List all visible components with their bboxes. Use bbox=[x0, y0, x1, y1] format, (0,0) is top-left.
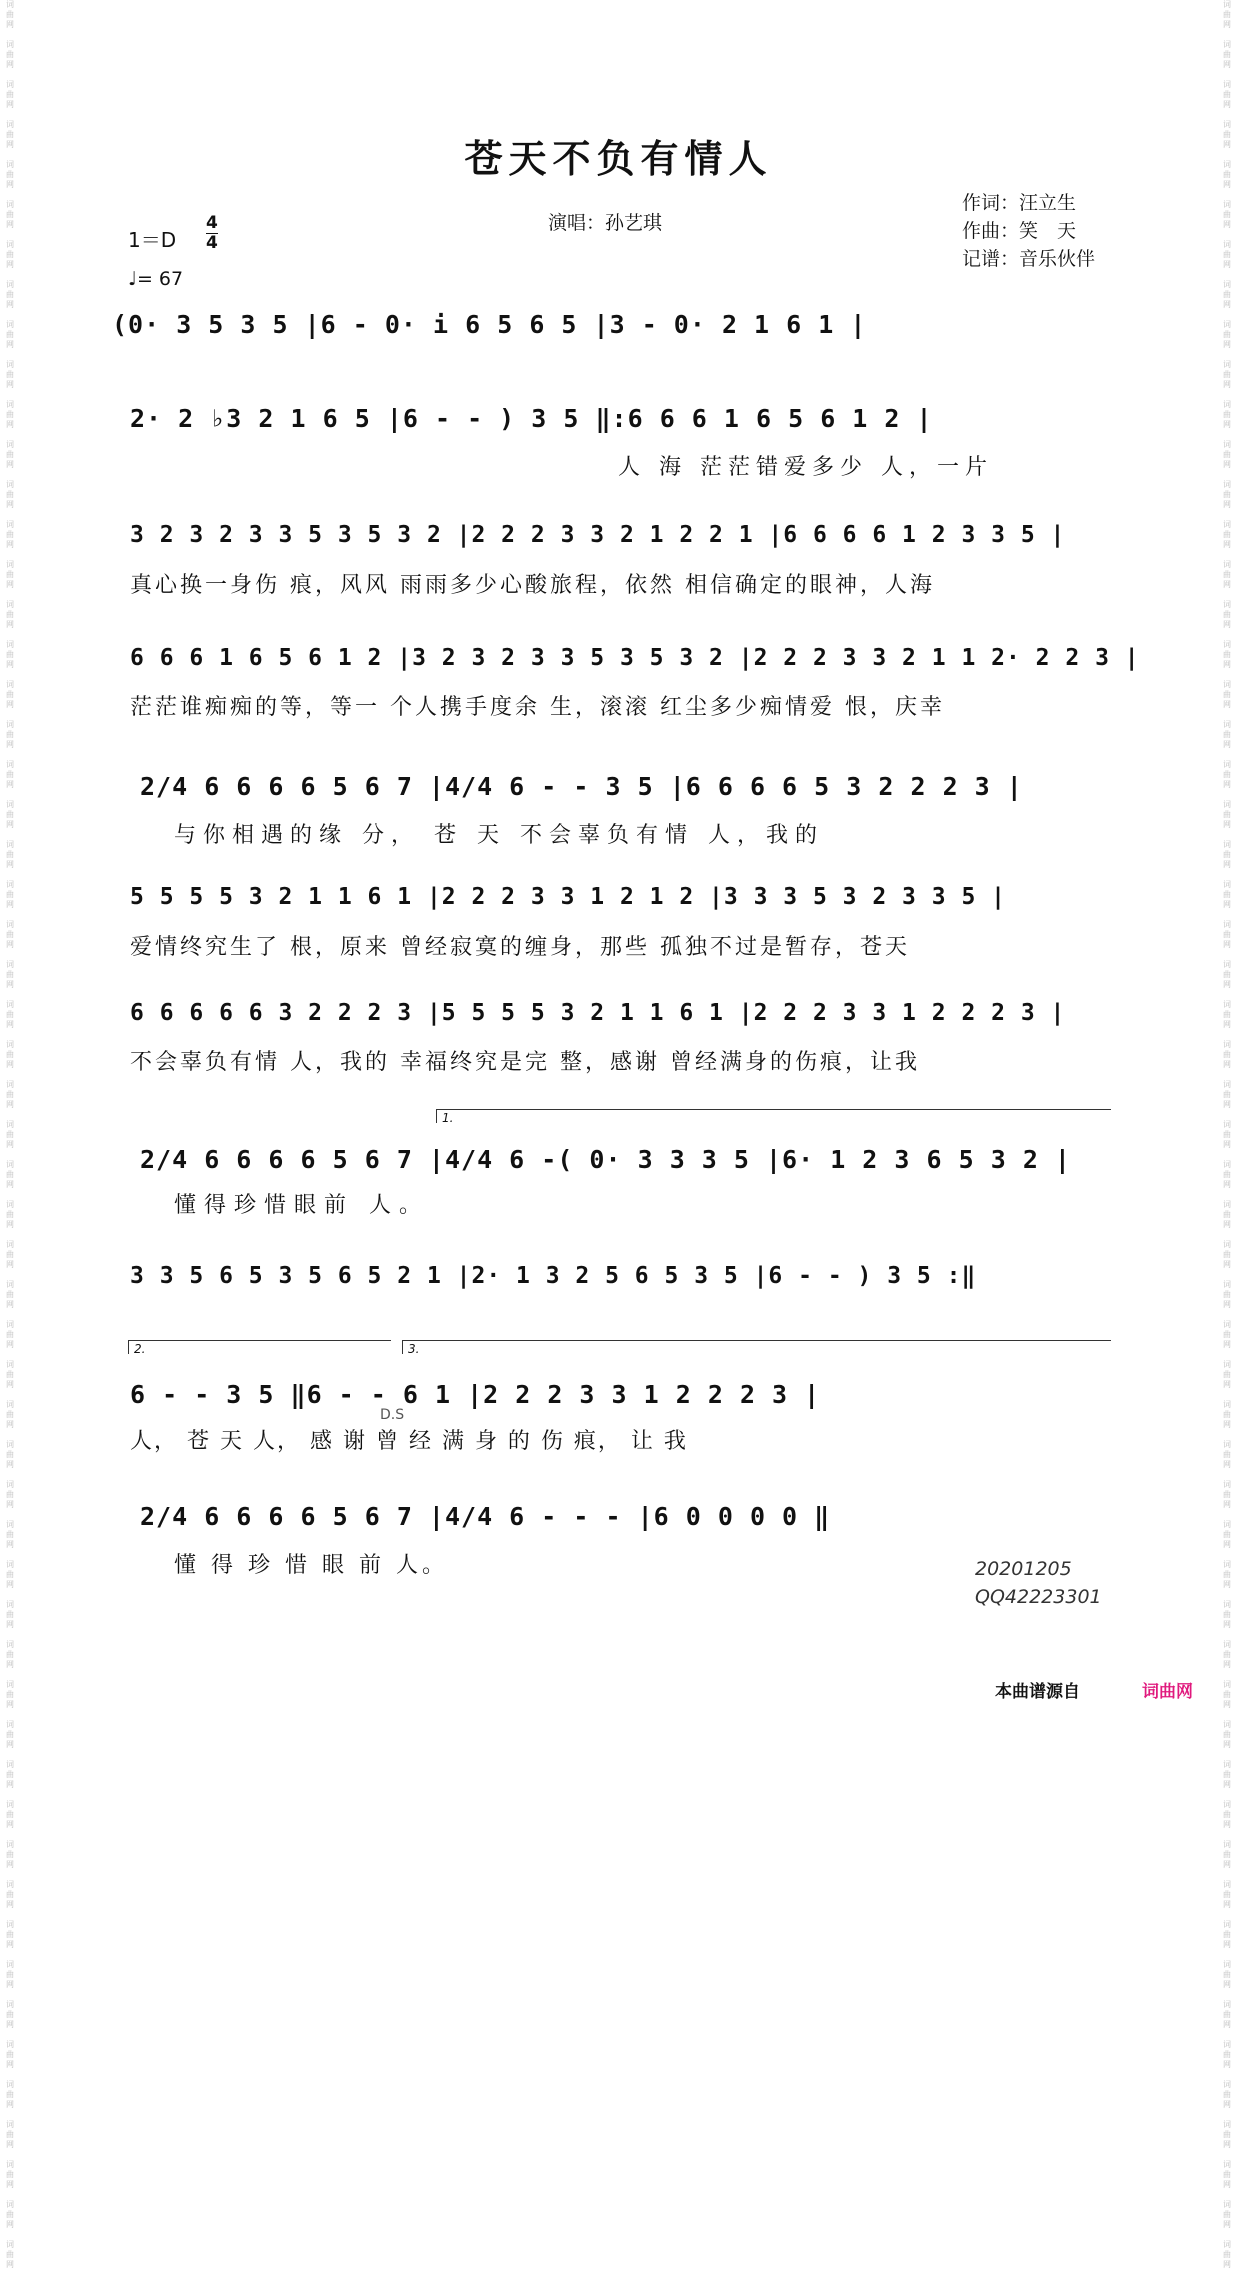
system-6-lyrics: 爱情终究生了 根，原来 曾经寂寞的缠身，那些 孤独不过是暂存，苍天 bbox=[130, 935, 910, 960]
system-5-notes: 2/4 6 6 6 6 5 6 7 |4/4 6 - - 3 5 |6 6 6 6 5 3 2 2 2 3 | bbox=[140, 772, 1023, 801]
volta-3-label: 3. bbox=[408, 1342, 420, 1356]
watermark-strip-right: 词 曲 网 词 曲 网 词 曲 网 词 曲 网 词 曲 网 词 曲 网 词 曲 网 词 曲 网 词 曲 网 词 曲 网 词 曲 网 词 曲 网 词 曲 网 词 曲 网 词 曲 网 词 曲 网 词 曲 网 词 曲 网 词 曲 网 词 曲 网 词 曲 网 词 曲 网 词 曲 网 词 曲 网 词 曲 网 词 曲 网 词 曲 网 词 曲 网 词 曲 网 词 曲 网 词 曲 网 词 曲 网 词 曲 网 词 曲 网 词 曲 网 词 曲 网 词 曲 网 词 曲 网 词 曲 网 词 曲 网 词 曲 网 词 曲 网 词 曲 网 词 曲 网 词 曲 网 词 曲 网 词 曲 网 词 曲 网 词 曲 网 词 曲 网 词 曲 网 词 曲 网 词 曲 网 词 曲 网 词 曲 网 词 曲 网 词 曲 网 bbox=[1223, 0, 1231, 2269]
system-8-lyrics: 懂得珍惜眼前 人。 bbox=[174, 1193, 429, 1218]
lyricist-credit: 作词：汪立生 bbox=[962, 192, 1077, 214]
transcription-date: 20201205 bbox=[975, 1558, 1072, 1580]
ds-marking: D.S bbox=[380, 1407, 405, 1423]
system-10-lyrics: 人， 苍 天 人， 感 谢 曾 经 满 身 的 伤 痕， 让 我 bbox=[130, 1429, 688, 1454]
brand-logo[interactable]: 词曲网 bbox=[1142, 1682, 1193, 1702]
transcriber-qq: QQ42223301 bbox=[975, 1586, 1102, 1608]
system-9-notes: 3 3 5 6 5 3 5 6 5 2 1 |2· 1 3 2 5 6 5 3 5 |6 - - ) 3 5 :‖ bbox=[130, 1263, 977, 1289]
system-10-notes: 6 - - 3 5 ‖6 - - 6 1 |2 2 2 3 3 1 2 2 2 3 | bbox=[130, 1380, 821, 1409]
volta-2-label: 2. bbox=[134, 1342, 146, 1356]
time-signature: 4 4 bbox=[206, 213, 218, 253]
system-2-lyrics: 人 海 茫茫错爱多少 人，一片 bbox=[618, 455, 993, 480]
system-3-lyrics: 真心换一身伤 痕，风风 雨雨多少心酸旅程，依然 相信确定的眼神，人海 bbox=[130, 573, 935, 598]
volta-3-edge bbox=[402, 1340, 403, 1354]
system-7-lyrics: 不会辜负有情 人，我的 幸福终究是完 整，感谢 曾经满身的伤痕，让我 bbox=[130, 1050, 920, 1075]
song-title: 苍天不负有情人 bbox=[464, 136, 773, 181]
tempo-marking: ♩= 67 bbox=[128, 268, 184, 290]
system-2-notes: 2· 2 ♭3 2 1 6 5 |6 - - ) 3 5 ‖:6 6 6 1 6 5 6 1 2 | bbox=[130, 404, 933, 433]
singer-credit: 演唱：孙艺琪 bbox=[548, 212, 663, 234]
system-4-notes: 6 6 6 1 6 5 6 1 2 |3 2 3 2 3 3 5 3 5 3 2 |2 2 2 3 3 2 1 1 2· 2 2 3 | bbox=[130, 645, 1140, 671]
system-11-lyrics: 懂 得 珍 惜 眼 前 人。 bbox=[174, 1553, 448, 1578]
system-7-notes: 6 6 6 6 6 3 2 2 2 3 |5 5 5 5 3 2 1 1 6 1 |2 2 2 3 3 1 2 2 2 3 | bbox=[130, 1000, 1066, 1026]
system-11-notes: 2/4 6 6 6 6 5 6 7 |4/4 6 - - - |6 0 0 0 0 ‖ bbox=[140, 1502, 831, 1531]
volta-3-bracket bbox=[402, 1340, 1111, 1341]
system-3-notes: 3 2 3 2 3 3 5 3 5 3 2 |2 2 2 3 3 2 1 2 2 1 |6 6 6 6 1 2 3 3 5 | bbox=[130, 522, 1066, 548]
transcriber-credit: 记谱：音乐伙伴 bbox=[962, 248, 1096, 270]
system-8-notes: 2/4 6 6 6 6 5 6 7 |4/4 6 -( 0· 3 3 3 5 |6· 1 2 3 6 5 3 2 | bbox=[140, 1145, 1071, 1174]
volta-1-edge bbox=[436, 1109, 437, 1123]
source-label: 本曲谱源自 bbox=[995, 1682, 1080, 1702]
system-4-lyrics: 茫茫谁痴痴的等，等一 个人携手度余 生，滚滚 红尘多少痴情爱 恨，庆幸 bbox=[130, 695, 945, 720]
composer-credit: 作曲：笑 天 bbox=[962, 220, 1077, 242]
watermark-strip-left: 词 曲 网 词 曲 网 词 曲 网 词 曲 网 词 曲 网 词 曲 网 词 曲 网 词 曲 网 词 曲 网 词 曲 网 词 曲 网 词 曲 网 词 曲 网 词 曲 网 词 曲 网 词 曲 网 词 曲 网 词 曲 网 词 曲 网 词 曲 网 词 曲 网 词 曲 网 词 曲 网 词 曲 网 词 曲 网 词 曲 网 词 曲 网 词 曲 网 词 曲 网 词 曲 网 词 曲 网 词 曲 网 词 曲 网 词 曲 网 词 曲 网 词 曲 网 词 曲 网 词 曲 网 词 曲 网 词 曲 网 词 曲 网 词 曲 网 词 曲 网 词 曲 网 词 曲 网 词 曲 网 词 曲 网 词 曲 网 词 曲 网 词 曲 网 词 曲 网 词 曲 网 词 曲 网 词 曲 网 词 曲 网 词 曲 网 词 曲 网 bbox=[6, 0, 14, 2269]
volta-2-edge bbox=[128, 1340, 129, 1354]
volta-1-bracket bbox=[436, 1109, 1111, 1110]
system-1-notes: (0· 3 5 3 5 |6 - 0· i 6 5 6 5 |3 - 0· 2 1 6 1 | bbox=[112, 310, 867, 339]
key-signature: 1＝D bbox=[128, 228, 177, 252]
system-6-notes: 5 5 5 5 3 2 1 1 6 1 |2 2 2 3 3 1 2 1 2 |3 3 3 5 3 2 3 3 5 | bbox=[130, 884, 1006, 910]
volta-1-label: 1. bbox=[442, 1111, 454, 1125]
system-5-lyrics: 与你相遇的缘 分， 苍 天 不会辜负有情 人，我的 bbox=[174, 823, 824, 848]
volta-2-bracket bbox=[128, 1340, 391, 1341]
